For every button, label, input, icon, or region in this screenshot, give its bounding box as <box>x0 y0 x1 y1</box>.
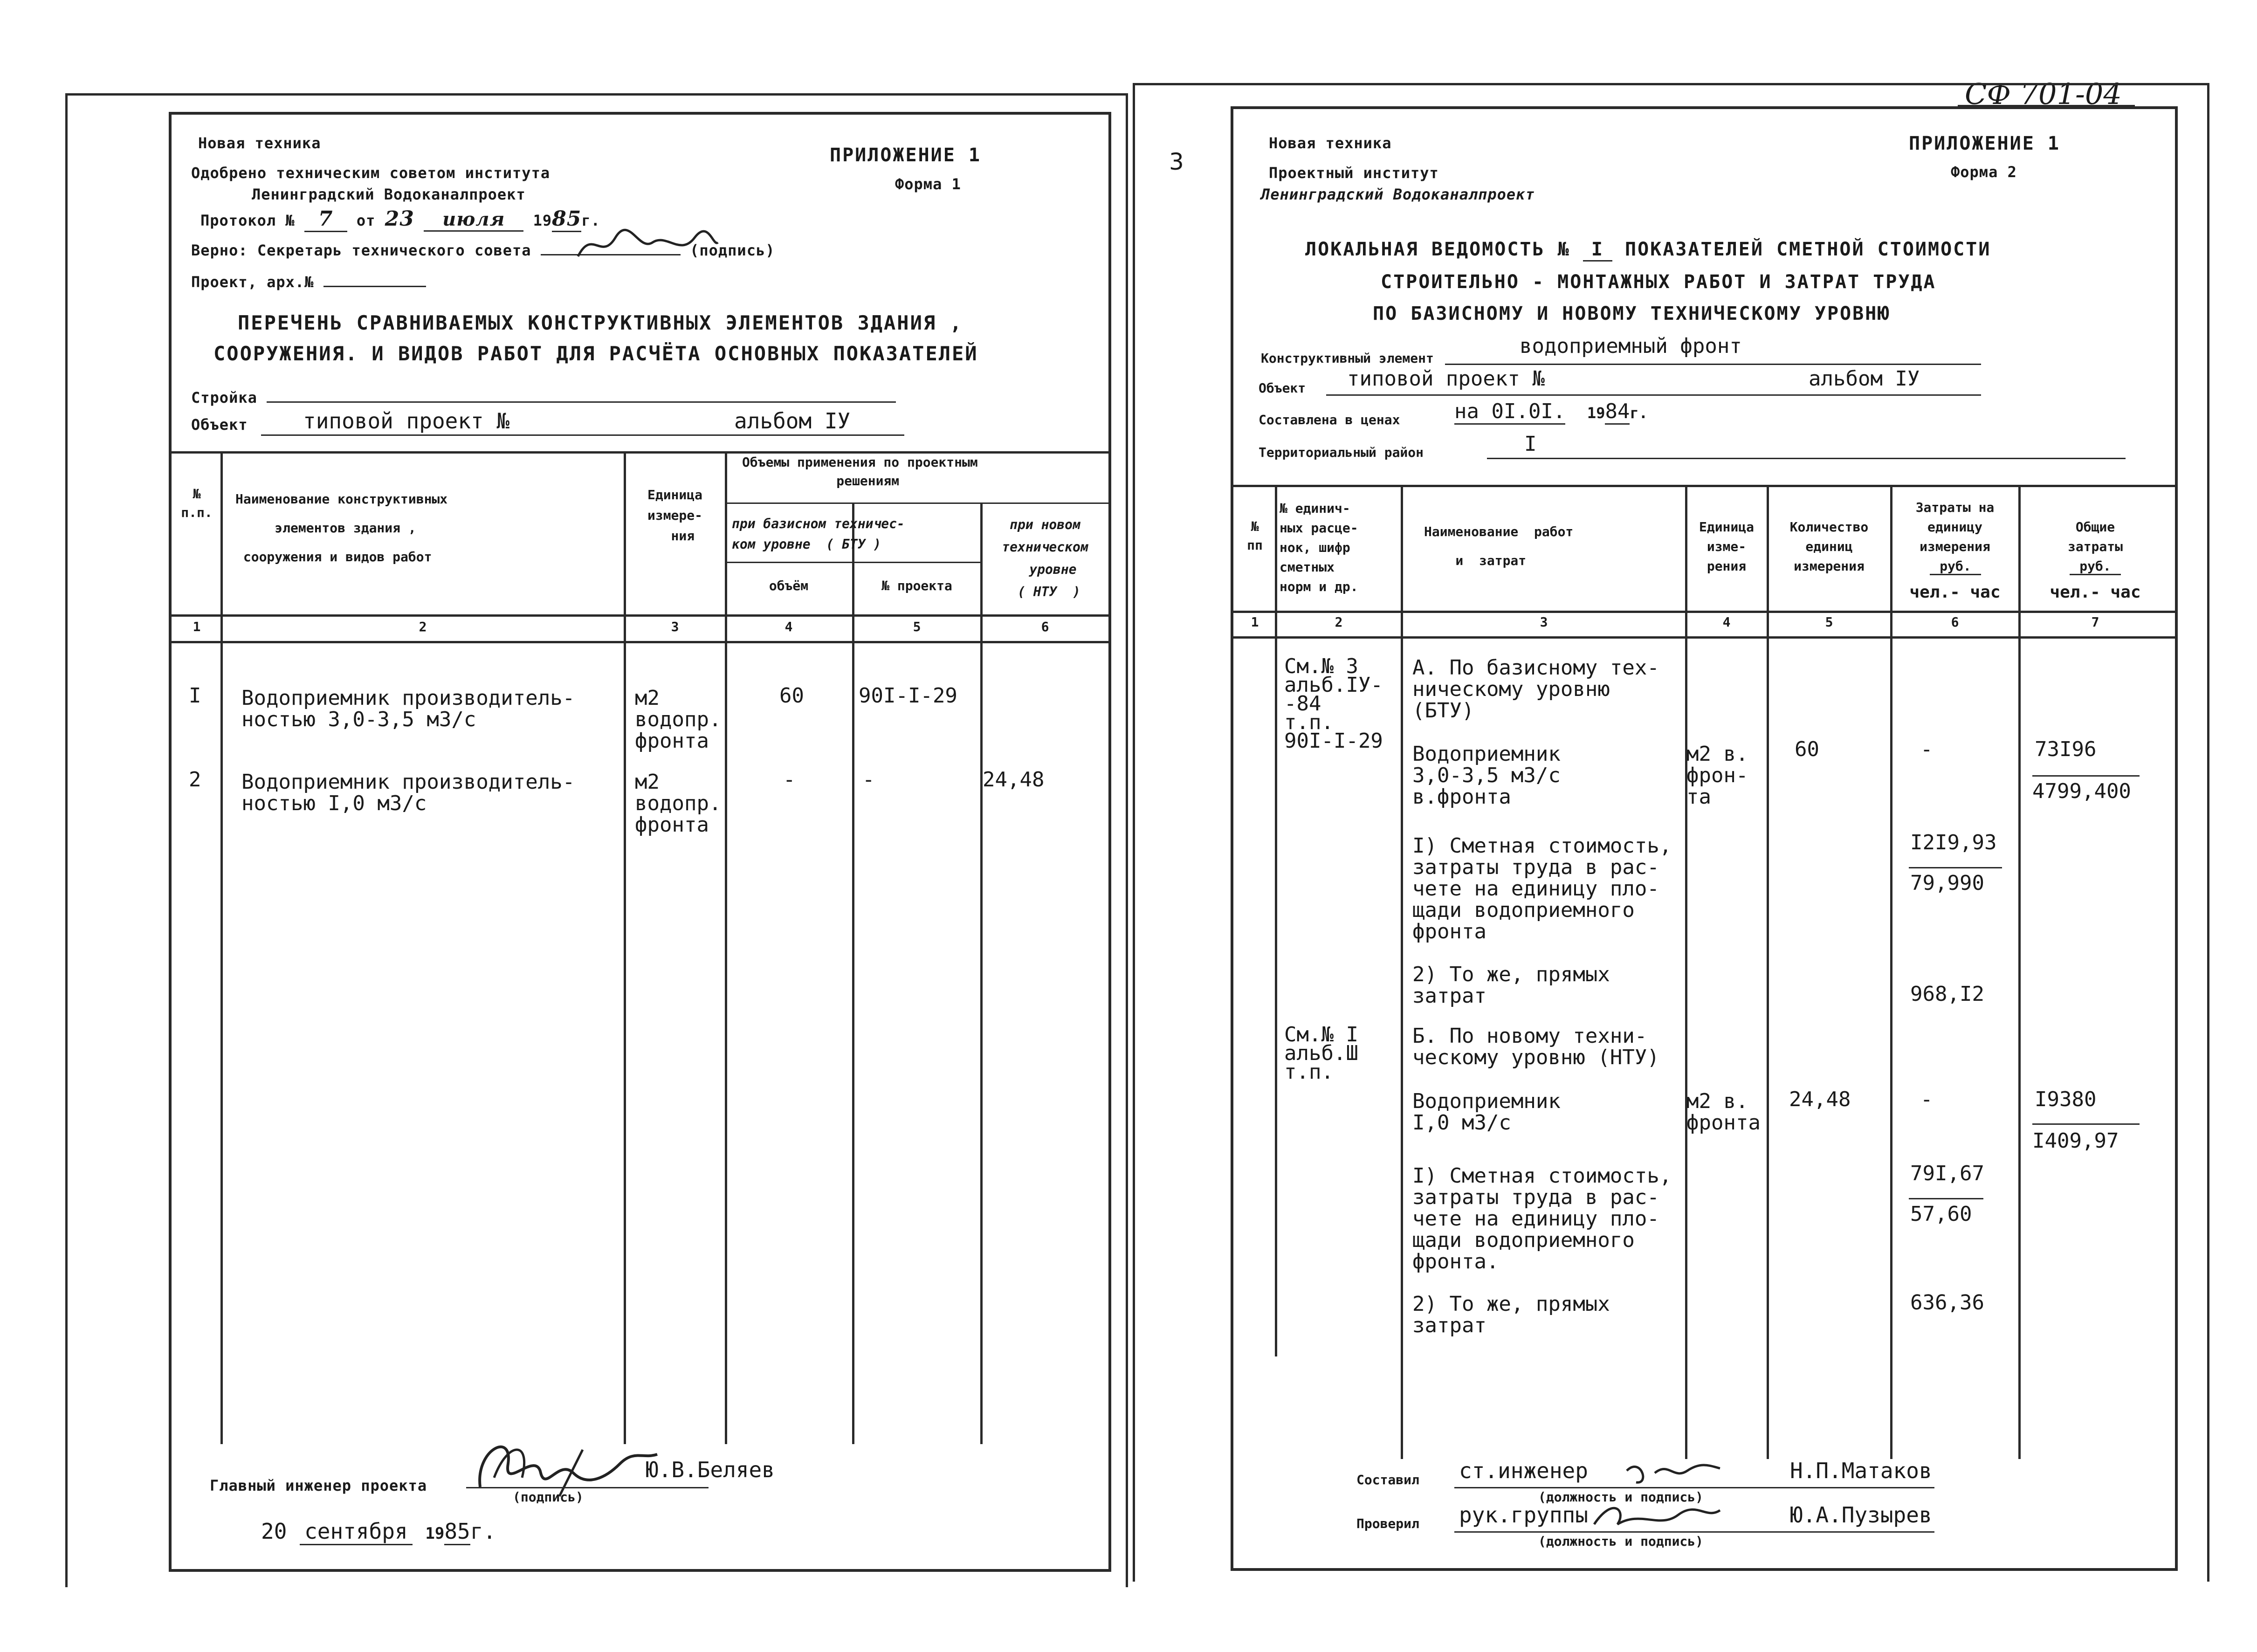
right-checked-name: Ю.А.Пузырев <box>1790 1502 1932 1528</box>
right-compiled-sign-label: (должность и подпись) <box>1538 1489 1704 1505</box>
project-line <box>323 286 426 287</box>
left-form: Форма 1 <box>895 175 961 193</box>
left-table-volumes-line <box>725 502 1108 504</box>
left-row1-name: Водоприемник производитель- ностью 3,0-3,5 м3/с <box>241 686 575 731</box>
right-compiled-name: Н.П.Матаков <box>1790 1458 1932 1483</box>
left-row2-unit: м2 водопр. фронта <box>635 770 722 837</box>
right-new-tech: Новая техника <box>1269 134 1392 152</box>
left-col-sep-3 <box>725 451 727 1444</box>
right-region-value: I <box>1524 432 1537 456</box>
left-h-btu: при базисном техничес- ком уровне ( БТУ ) <box>732 516 905 552</box>
right-table-top <box>1233 485 2175 487</box>
right-compiled-pos: ст.инженер <box>1459 1458 1588 1483</box>
right-a-dash: - <box>1920 737 1933 761</box>
protocol-day: 23 <box>385 207 414 231</box>
left-colnum-2: 2 <box>419 619 427 634</box>
right-sheet-frame <box>1231 106 2178 1571</box>
project-label: Проект, арх.№ <box>191 273 314 291</box>
protocol-year: 85 <box>552 207 581 232</box>
checker-signature <box>1585 1492 1725 1534</box>
left-h-no: № п.п. <box>181 486 213 520</box>
date-year: 85 <box>444 1519 470 1545</box>
prices-year-prefix: 19 <box>1587 404 1605 422</box>
left-row1-vol: 60 <box>779 684 804 708</box>
right-checked-underline <box>1454 1531 1934 1533</box>
prices-year: 84 <box>1605 399 1630 425</box>
right-h6: Затраты на единицу измерения <box>1915 500 1995 554</box>
date-year-prefix: 19 <box>425 1524 445 1543</box>
left-h-proj: № проекта <box>881 578 952 593</box>
stroyka-line <box>267 401 896 403</box>
right-b1-ch: 57,60 <box>1910 1202 1972 1226</box>
right-b-total-fraction <box>2032 1123 2140 1125</box>
protocol-year-suffix: г. <box>581 212 600 229</box>
right-title-line1 <box>1305 239 1991 260</box>
right-prices-value <box>1454 400 1648 425</box>
left-row1-no: I <box>189 684 201 708</box>
stamp-code: СФ 701-04 <box>1965 77 2122 111</box>
left-row1-proj: 90I-I-29 <box>859 684 957 708</box>
right-a-item: Водоприемник 3,0-3,5 м3/с в.фронта <box>1412 742 1561 809</box>
right-object-label: Объект <box>1259 380 1306 396</box>
left-row2-vol: - <box>783 768 796 792</box>
right-colnum-4: 4 <box>1722 614 1731 630</box>
date-day: 20 <box>261 1519 287 1544</box>
left-title-line2: СООРУЖЕНИЯ. И ВИДОВ РАБОТ ДЛЯ РАСЧЁТА ОСНОВНЫХ ПОКАЗАТЕЛЕЙ <box>213 342 978 365</box>
left-date <box>261 1520 496 1545</box>
left-row2-no: 2 <box>189 768 201 792</box>
right-institute: Ленинградский Водоканалпроект <box>1261 186 1535 203</box>
right-col-sep-6 <box>2018 485 2021 1459</box>
left-h-unit: Единица измере- ния <box>647 487 702 544</box>
right-compiled-underline <box>1454 1487 1934 1488</box>
right-title-line3: ПО БАЗИСНОМУ И НОВОМУ ТЕХНИЧЕСКОМУ УРОВНЮ <box>1373 303 1891 324</box>
left-h-name: Наименование конструктивных элементов здания , сооружения и видов работ <box>235 491 448 564</box>
right-b1-text: I) Сметная стоимость, затраты труда в рас- чете на единицу пло- щади водоприемного фронта. <box>1412 1164 1672 1273</box>
left-stroyka <box>191 389 896 406</box>
secretary-signature <box>573 224 723 266</box>
left-col-sep-5 <box>980 502 983 1444</box>
right-b-unit: м2 в. фронта <box>1686 1089 1761 1135</box>
protocol-from: от <box>356 212 376 229</box>
left-colnum-1: 1 <box>193 619 201 634</box>
right-checked-label: Проверил <box>1356 1516 1419 1531</box>
left-chief-label: Главный инженер проекта <box>210 1477 427 1494</box>
right-object-value: типовой проект № <box>1347 367 1545 391</box>
right-col-sep-3 <box>1685 485 1687 1459</box>
right-b2-text: 2) То же, прямых затрат <box>1412 1292 1610 1337</box>
date-year-suffix: г. <box>470 1519 496 1544</box>
right-sec-b-title: Б. По новому техни- ческому уровню (НТУ) <box>1412 1024 1659 1069</box>
right-h7-ch: чел.- час <box>2050 583 2141 602</box>
title-number: I <box>1583 239 1612 262</box>
right-element-underline <box>1445 364 1981 365</box>
right-h7: Общие затраты <box>2067 519 2123 554</box>
right-a-total-fraction <box>2032 775 2140 777</box>
right-h3: Наименование работ и затрат <box>1424 524 1574 568</box>
right-a1-ch: 79,990 <box>1910 871 1984 895</box>
right-sec-a-title: А. По базисному тех- ническому уровню (БТУ) <box>1412 656 1659 723</box>
left-h-ntu: при новом техническом уровне ( НТУ ) <box>1002 517 1088 599</box>
prices-year-suffix: г. <box>1630 404 1648 422</box>
verno-label: Верно: Секретарь технического совета <box>191 241 531 259</box>
right-a1-rub: I2I9,93 <box>1910 831 1997 854</box>
right-table-head-bottom <box>1233 611 2175 613</box>
left-table-head-bottom <box>172 614 1108 617</box>
right-col-sep-2 <box>1401 485 1403 1459</box>
right-h2: № единич- ных расце- нок, шифр сметных норм и др. <box>1280 501 1358 594</box>
left-chief-sign-line <box>466 1487 709 1488</box>
left-row1-unit: м2 водопр. фронта <box>635 686 722 753</box>
left-h-vol: объём <box>769 578 809 593</box>
right-colnum-5: 5 <box>1825 614 1833 630</box>
right-sec-b-code: См.№ I альб.Ш т.п. <box>1284 1023 1358 1084</box>
left-object-underline <box>261 434 904 436</box>
right-h6-rub: руб. <box>1930 558 1981 575</box>
left-title-line1: ПЕРЕЧЕНЬ СРАВНИВАЕМЫХ КОНСТРУКТИВНЫХ ЭЛЕМЕНТОВ ЗДАНИЯ , <box>238 311 963 334</box>
right-a2-text: 2) То же, прямых затрат <box>1412 963 1610 1008</box>
object-label: Объект <box>191 416 248 434</box>
right-colnum-3: 3 <box>1540 614 1548 630</box>
left-new-tech: Новая техника <box>198 134 321 152</box>
right-a-qty: 60 <box>1795 737 1819 761</box>
left-object-value: типовой проект № <box>303 408 510 434</box>
right-h5: Количество единиц измерения <box>1789 519 1869 574</box>
title-suffix: ПОКАЗАТЕЛЕЙ СМЕТНОЙ СТОИМОСТИ <box>1625 239 1991 260</box>
right-a-unit: м2 в. фрон- та <box>1686 742 1748 809</box>
compiler-signature <box>1622 1457 1725 1489</box>
right-col-sep-4 <box>1767 485 1769 1459</box>
right-b-total-ch: I409,97 <box>2032 1129 2119 1153</box>
left-chief-name: Ю.В.Беляев <box>646 1457 775 1482</box>
right-a2-val: 968,I2 <box>1910 982 1984 1006</box>
right-h1: № пп <box>1247 519 1263 553</box>
right-form: Форма 2 <box>1951 163 2017 181</box>
stroyka-label: Стройка <box>191 389 257 406</box>
right-b-dash: - <box>1920 1088 1933 1111</box>
right-checked-pos: рук.группы <box>1459 1502 1588 1528</box>
left-colnum-5: 5 <box>913 619 921 634</box>
right-col-sep-5 <box>1890 485 1892 1459</box>
right-region-label: Территориальный район <box>1259 445 1424 460</box>
right-a1-fraction <box>1909 867 2002 868</box>
right-b1-fraction <box>1909 1198 1983 1199</box>
right-checked-sign-label: (должность и подпись) <box>1538 1534 1704 1549</box>
left-table-num-bottom <box>172 641 1108 643</box>
right-colnum-1: 1 <box>1251 614 1259 630</box>
right-element-label: Конструктивный элемент <box>1261 351 1434 366</box>
title-prefix: ЛОКАЛЬНАЯ ВЕДОМОСТЬ № <box>1305 239 1570 260</box>
left-col-sep-1 <box>220 451 223 1444</box>
right-a-total-rub: 73I96 <box>2035 737 2097 761</box>
right-table-num-bottom <box>1233 636 2175 639</box>
left-row2-ntu: 24,48 <box>983 768 1045 792</box>
left-h-volumes: Объемы применения по проектным решениям <box>742 454 978 489</box>
left-approved: Одобрено техническим советом института <box>191 164 550 182</box>
right-region-underline <box>1487 458 2126 459</box>
right-a-total-ch: 4799,400 <box>2032 779 2131 803</box>
left-album-value: альбом IУ <box>734 408 851 434</box>
left-protocol <box>200 207 600 231</box>
right-h6-ch: чел.- час <box>1909 583 2001 602</box>
protocol-number: 7 <box>304 207 347 232</box>
protocol-year-prefix: 19 <box>533 212 552 229</box>
left-appendix: ПРИЛОЖЕНИЕ 1 <box>830 145 981 166</box>
right-h7-rub: руб. <box>2070 558 2121 575</box>
right-compiled-label: Составил <box>1356 1472 1419 1487</box>
right-object-underline <box>1326 394 1981 396</box>
left-colnum-4: 4 <box>784 619 793 634</box>
right-title-line2: СТРОИТЕЛЬНО - МОНТАЖНЫХ РАБОТ И ЗАТРАТ ТРУДА <box>1381 271 1936 293</box>
right-b-qty: 24,48 <box>1789 1088 1851 1111</box>
prices-value: на 0I.0I. <box>1454 399 1565 425</box>
left-project <box>191 273 426 291</box>
right-h4: Единица изме- рения <box>1699 519 1754 574</box>
left-col-sep-4 <box>852 502 854 1444</box>
right-sec-a-code: См.№ 3 альб.IУ- -84 т.п. 90I-I-29 <box>1284 654 1383 753</box>
verno-signature-label: (подпись) <box>690 241 775 259</box>
right-element-value: водоприемный фронт <box>1520 334 1742 358</box>
left-row2-proj: - <box>862 768 875 792</box>
left-chief-sign-label: (подпись) <box>513 1489 584 1505</box>
right-appendix: ПРИЛОЖЕНИЕ 1 <box>1909 133 2060 154</box>
right-colnum-7: 7 <box>2091 614 2099 630</box>
right-b-item: Водоприемник I,0 м3/с <box>1412 1089 1561 1135</box>
right-colnum-2: 2 <box>1335 614 1343 630</box>
right-b1-rub: 79I,67 <box>1910 1162 1984 1185</box>
protocol-prefix: Протокол № <box>200 212 295 229</box>
left-institute: Ленинградский Водоканалпроект <box>252 186 526 203</box>
right-b2-val: 636,36 <box>1910 1291 1984 1315</box>
right-album-value: альбом IУ <box>1809 367 1920 391</box>
right-institute-type: Проектный институт <box>1269 164 1439 182</box>
right-b-total-rub: I9380 <box>2035 1088 2097 1111</box>
left-object <box>191 416 248 434</box>
left-colnum-3: 3 <box>671 619 679 634</box>
right-prices-label: Составлена в ценах <box>1259 412 1400 427</box>
left-col-sep-2 <box>624 451 626 1444</box>
date-month: сентября <box>300 1519 413 1545</box>
right-colnum-6: 6 <box>1951 614 1959 630</box>
left-colnum-6: 6 <box>1041 619 1049 634</box>
page-number: 3 <box>1169 148 1184 175</box>
protocol-month: июля <box>424 208 523 232</box>
right-a1-text: I) Сметная стоимость, затраты труда в рас- чете на единицу пло- щади водоприемного фронта <box>1412 834 1672 943</box>
left-row2-name: Водоприемник производитель- ностью I,0 м3/с <box>241 770 575 815</box>
